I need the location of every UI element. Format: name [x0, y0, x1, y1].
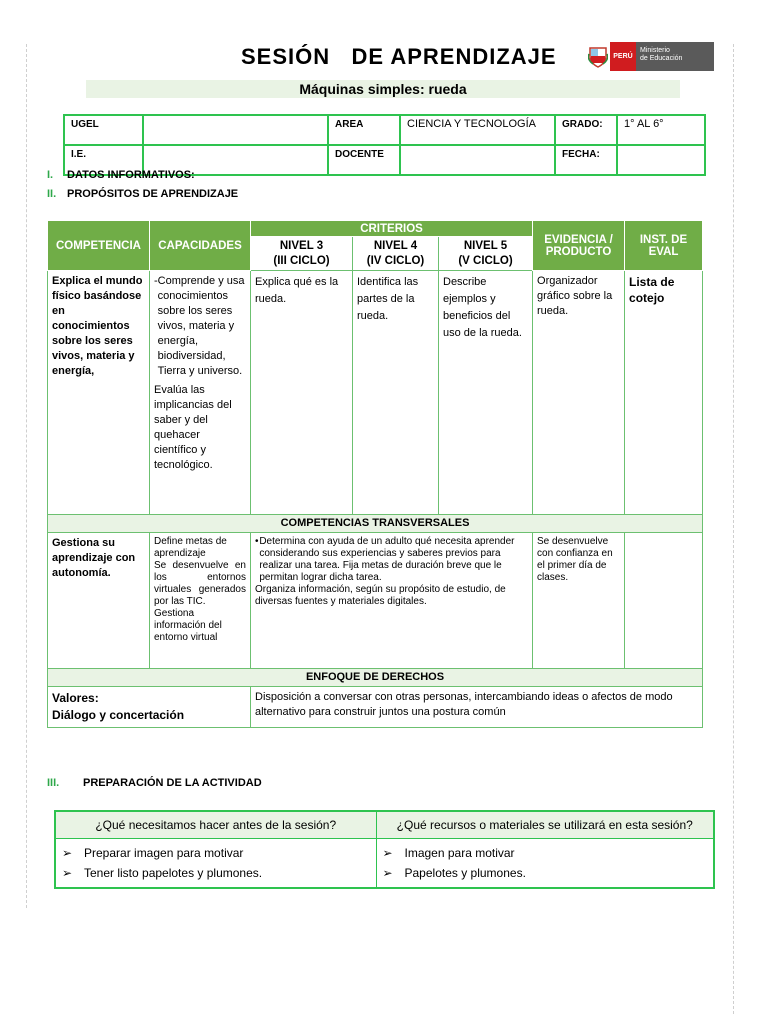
header-capacidades: CAPACIDADES	[150, 221, 251, 271]
header-criterios: CRITERIOS	[251, 221, 533, 237]
session-subtitle: Máquinas simples: rueda	[86, 80, 680, 98]
area-value: CIENCIA Y TECNOLOGÍA	[400, 115, 555, 145]
nivel-4-cell: Identifica las partes de la rueda.	[353, 271, 439, 515]
arrow-bullet-icon: ➢	[62, 846, 73, 860]
docente-label: DOCENTE	[328, 145, 400, 175]
logo-ministry: Ministerio de Educación	[636, 42, 714, 71]
docente-value	[400, 145, 555, 175]
prep-before-list	[55, 839, 376, 889]
capacidad-bullet: - Comprende y usa conocimientos sobre los seres vivos, materia y energía, biodiversidad, Tierra y universo.	[154, 275, 245, 377]
inst-eval-cell: Lista de cotejo	[625, 271, 703, 515]
arrow-bullet-icon: ➢	[382, 866, 393, 880]
logo-country: PERÚ	[610, 42, 636, 71]
list-item: ➢ Imagen para motivar	[382, 846, 515, 860]
page-margin-right	[733, 44, 734, 1014]
valores-cell: Valores: Diálogo y concertación	[48, 687, 251, 728]
header-nivel-5: NIVEL 5 (V CICLO)	[439, 237, 533, 271]
header-evidencia: EVIDENCIA / PRODUCTO	[533, 221, 625, 271]
preparation-table	[54, 810, 715, 889]
minedu-logo	[586, 42, 714, 71]
page-margin-left	[26, 44, 27, 908]
area-label: AREA	[328, 115, 400, 145]
nivel-3-cell: Explica qué es la rueda.	[251, 271, 353, 515]
arrow-bullet-icon: ➢	[382, 846, 393, 860]
capacidades-cell	[150, 271, 251, 515]
transversal-capacidades-cell: Define metas de aprendizaje Se desenvuelve en los entornos virtuales generados por las TIC. Gestiona información del entorno virtual	[150, 533, 251, 669]
prep-resources-list	[376, 839, 714, 889]
ie-label: I.E.	[64, 145, 143, 175]
prep-header-resources: ¿Qué recursos o materiales se utilizará en esta sesión?	[376, 811, 714, 839]
list-item: ➢ Tener listo papelotes y plumones.	[62, 866, 263, 880]
ugel-value	[143, 115, 328, 145]
info-table	[63, 114, 706, 176]
fecha-value	[617, 145, 705, 175]
transversal-competencia-cell: Gestiona su aprendizaje con autonomía.	[48, 533, 150, 669]
prep-header-before: ¿Qué necesitamos hacer antes de la sesión?	[55, 811, 376, 839]
coat-of-arms-icon	[586, 42, 610, 71]
transversales-title: COMPETENCIAS TRANSVERSALES	[48, 515, 703, 533]
header-competencia: COMPETENCIA	[48, 221, 150, 271]
header-inst-eval: INST. DE EVAL	[625, 221, 703, 271]
grado-label: GRADO:	[555, 115, 617, 145]
ugel-label: UGEL	[64, 115, 143, 145]
transversal-inst-cell	[625, 533, 703, 669]
section-datos: I. DATOS INFORMATIVOS:	[47, 169, 195, 181]
capacidad-text: Evalúa las implicancias del saber y del quehacer científico y tecnológico.	[154, 384, 232, 471]
purposes-table	[47, 220, 703, 728]
arrow-bullet-icon: ➢	[62, 866, 73, 880]
transversal-criterios-cell: • Determina con ayuda de un adulto qué necesita aprender considerando sus experiencias y saberes previos para realizar una tarea. Fija metas de duración breve que le permitan lograr dicha tarea. Organiza información, según su propósito de estudio, de diversas fuentes y materiales digitales.	[251, 533, 533, 669]
header-nivel-3: NIVEL 3 (III CICLO)	[251, 237, 353, 271]
competencia-cell: Explica el mundo físico basándose en conocimientos sobre los seres vivos, materia y energía,	[48, 271, 150, 515]
list-item: ➢ Preparar imagen para motivar	[62, 846, 244, 860]
transversal-evidencia-cell: Se desenvuelve con confianza en el primer día de clases.	[533, 533, 625, 669]
nivel-5-cell: Describe ejemplos y beneficios del uso de la rueda.	[439, 271, 533, 515]
list-item: ➢ Papelotes y plumones.	[382, 866, 526, 880]
grado-value: 1° AL 6°	[617, 115, 705, 145]
page-title: SESIÓN DE APRENDIZAJE	[241, 44, 557, 69]
section-propositos: II. PROPÓSITOS DE APRENDIZAJE	[47, 188, 239, 200]
valores-desc-cell: Disposición a conversar con otras personas, intercambiando ideas o afectos de modo alternativo para construir juntos una postura común	[251, 687, 703, 728]
evidencia-cell: Organizador gráfico sobre la rueda.	[533, 271, 625, 515]
header-nivel-4: NIVEL 4 (IV CICLO)	[353, 237, 439, 271]
enfoque-title: ENFOQUE DE DERECHOS	[48, 669, 703, 687]
fecha-label: FECHA:	[555, 145, 617, 175]
section-preparacion: III. PREPARACIÓN DE LA ACTIVIDAD	[47, 777, 262, 789]
